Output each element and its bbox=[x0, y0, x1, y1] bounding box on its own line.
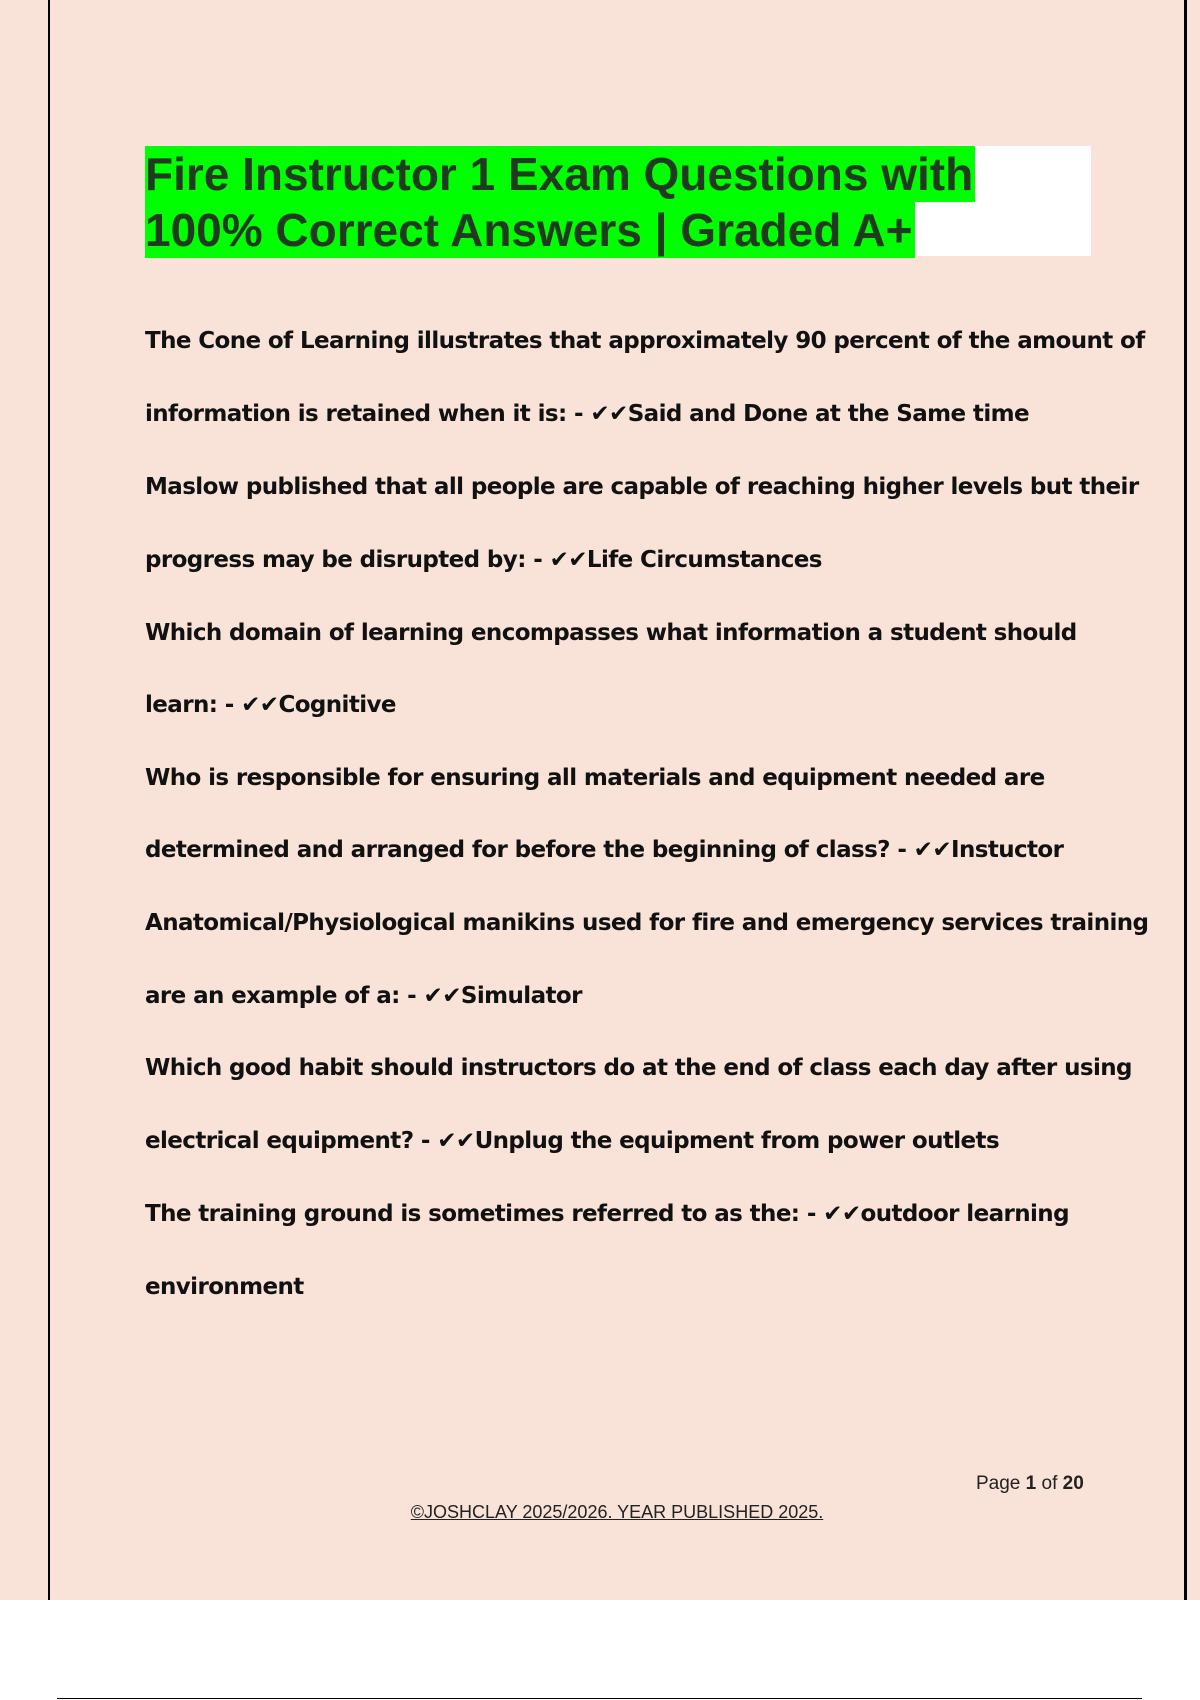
double-check-icon: ✔✔ bbox=[590, 401, 628, 427]
page-label: Page bbox=[976, 1473, 1021, 1494]
question-line: Which good habit should instructors do at the end of class each day after using bbox=[145, 1055, 1132, 1081]
question-text: The training ground is sometimes referred to as the: - bbox=[145, 1201, 824, 1227]
question-line bbox=[145, 1201, 1069, 1227]
answer-text: outdoor learning bbox=[860, 1201, 1069, 1227]
page-current: 1 bbox=[1025, 1473, 1037, 1494]
page-border-left bbox=[48, 0, 50, 1600]
double-check-icon: ✔✔ bbox=[913, 837, 952, 863]
question-line bbox=[145, 401, 1029, 427]
page-of-label: of bbox=[1041, 1473, 1058, 1494]
answer-text: Life Circumstances bbox=[586, 547, 822, 573]
question-line: Maslow published that all people are capable of reaching higher levels but their bbox=[145, 474, 1139, 500]
question-line: Which domain of learning encompasses what information a student should bbox=[145, 620, 1077, 646]
question-text: electrical equipment? - bbox=[145, 1128, 438, 1154]
answer-text: Said and Done at the Same time bbox=[627, 401, 1029, 427]
question-text: are an example of a: - bbox=[145, 983, 424, 1009]
bottom-divider bbox=[57, 1698, 1142, 1699]
question-line bbox=[145, 837, 1063, 863]
question-line: environment bbox=[145, 1274, 304, 1300]
question-text: determined and arranged for before the beginning of class? - bbox=[145, 837, 914, 863]
document-title-line-1: Fire Instructor 1 Exam Questions with bbox=[145, 148, 974, 200]
question-line: Anatomical/Physiological manikins used for fire and emergency services training bbox=[145, 910, 1149, 936]
footer-copyright: ©JOSHCLAY 2025/2026. YEAR PUBLISHED 2025. bbox=[410, 1502, 824, 1522]
question-line bbox=[145, 1128, 999, 1154]
double-check-icon: ✔✔ bbox=[423, 983, 461, 1009]
document-title-line-2: 100% Correct Answers | Graded A+ bbox=[145, 204, 913, 256]
question-line bbox=[145, 983, 582, 1009]
page-number bbox=[976, 1473, 1084, 1495]
double-check-icon: ✔✔ bbox=[241, 692, 279, 718]
page-total: 20 bbox=[1062, 1473, 1084, 1494]
answer-text: Instuctor bbox=[951, 837, 1064, 863]
question-line: The Cone of Learning illustrates that approximately 90 percent of the amount of bbox=[145, 328, 1145, 354]
double-check-icon: ✔✔ bbox=[549, 547, 587, 573]
answer-text: Simulator bbox=[460, 983, 582, 1009]
question-text: learn: - bbox=[145, 692, 242, 718]
double-check-icon: ✔✔ bbox=[437, 1128, 475, 1154]
answer-text: Cognitive bbox=[278, 692, 396, 718]
question-line bbox=[145, 692, 396, 718]
question-line bbox=[145, 547, 822, 573]
question-text: progress may be disrupted by: - bbox=[145, 547, 550, 573]
double-check-icon: ✔✔ bbox=[823, 1201, 861, 1227]
question-line: Who is responsible for ensuring all materials and equipment needed are bbox=[145, 765, 1045, 791]
page-border-right bbox=[1184, 0, 1187, 1600]
question-text: information is retained when it is: - bbox=[145, 401, 591, 427]
answer-text: Unplug the equipment from power outlets bbox=[474, 1128, 1000, 1154]
